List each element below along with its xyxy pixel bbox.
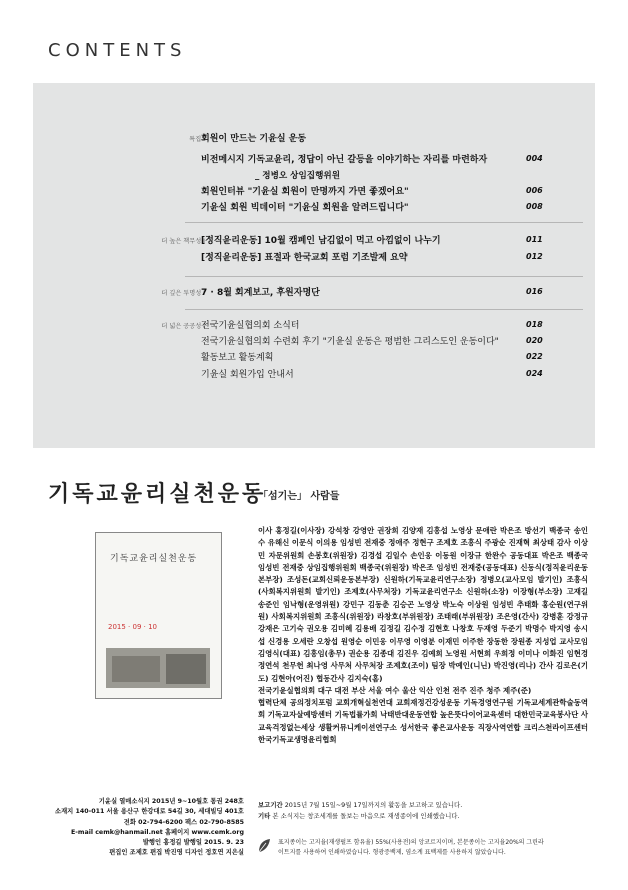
toc-title bbox=[201, 233, 441, 246]
toc-title bbox=[201, 152, 487, 165]
cover-photo-group bbox=[112, 656, 160, 682]
toc-title-bold: 비전메시지 bbox=[201, 155, 245, 165]
cover-photo-group bbox=[166, 654, 206, 684]
toc-page-number: 024 bbox=[526, 369, 543, 378]
imprint bbox=[30, 797, 244, 859]
toc-page-number: 020 bbox=[526, 336, 543, 345]
toc-page-number: 012 bbox=[526, 252, 543, 261]
table-of-contents bbox=[33, 83, 595, 448]
toc-title bbox=[201, 200, 409, 213]
toc-title-bold: 회원인터뷰 bbox=[201, 187, 245, 197]
imprint-line: 기윤실 열매소식지 2015년 9~10월호 통권 248호 bbox=[98, 798, 244, 805]
report-other-text: 본 소식지는 창조세계를 돌보는 마음으로 재생종이에 인쇄했습니다. bbox=[270, 812, 460, 820]
toc-divider bbox=[185, 276, 583, 277]
cover-photo bbox=[106, 648, 210, 688]
people-paragraph: 협력단체 공의정치포럼 교회개혁실천연대 교회재정건강성운동 기독경영연구원 기독교세계관학술동역회 기독교자살예방센터 기독법률가회 낙태반대운동연합 높은뜻다이어교육센터 대한민국교육봉사단 사교육걱정없는세상 생활커뮤니케이션연구소 성서한국 좋은교사운동 직장사역연합 크리스천라이프센터 한국기독교생명윤리협회 bbox=[258, 698, 588, 745]
toc-page-number: 006 bbox=[526, 186, 543, 195]
toc-divider bbox=[185, 222, 583, 223]
imprint-line: 소재지 140-011 서울 용산구 한강대로 54길 30, 세대빌딩 401호 bbox=[55, 808, 244, 816]
toc-title-text: "기윤실 회원을 알려드립니다" bbox=[285, 203, 409, 213]
toc-title-text: 표절과 한국교회 포럼 기조발제 요약 bbox=[261, 253, 408, 263]
people-heading: 「섬기는」 사람들 bbox=[258, 491, 340, 502]
cover-title: 기독교윤리실천운동 bbox=[110, 554, 198, 564]
report-other bbox=[258, 811, 598, 822]
leaf-icon bbox=[257, 838, 271, 854]
toc-title bbox=[201, 334, 499, 347]
toc-entry bbox=[33, 233, 595, 249]
toc-entry bbox=[33, 169, 595, 185]
report-info bbox=[258, 800, 598, 822]
organization-logo: 기독교윤리실천운동 bbox=[48, 482, 267, 507]
toc-entry bbox=[33, 318, 595, 334]
people-paragraph: 이사 홍정길(이사장) 강석창 강영안 권장희 김양재 김흥섭 노영상 문애란 박은조 방선기 백종국 송인수 유해신 이문식 이의용 임성빈 전재중 정애주 정현구 조제호 조흥식 주광순 진재혁 최상태 감사 이상민 자문위원회 손봉호(위원장) 김경섭 김일수 손인웅 이동원 이장규 한완수 공동대표 박은조 백종국 임성빈 전재중 상임집행위원회 백종국(위원장) 박은조 임성빈 전재중(공동대표) 신동식(정직윤리운동본부장) 조성돈(교회신뢰운동본부장) 신원하(기독교윤리연구소장) 정병오(교사모임 발기인) 조흥식(사회복지위원회 발기인) 조제호(사무처장) 기독교윤리연구소 신원하(소장) 이장형(부소장) 고재길 송준인 임낙형(운영위원) 강민구 김동춘 김승곤 노영상 박노숙 이상원 임성빈 추태화 홍순원(연구위원) 사회복지위원회 조흥식(위원장) 라창호(부위원장) 조태래(부위원장) 조은영(간사) 강병훈 강정규 강재은 고기숙 권오용 김미혜 김용배 김정길 김수정 김현호 나창호 두재영 두준기 박명수 박지영 송시섭 신경용 오세란 오창섭 원영순 이민웅 이무영 이영분 이재민 이주한 장동한 장원종 지성업 교사모임 김영식(대표) 김흥임(총무) 권순용 김종대 김진우 김예희 노영원 서현희 우희정 이미나 이화진 임현경 정연석 천무헌 최나영 사무처 사무처장 조제호(조이) 팀장 박예인(니닌) 박진영(리나) 간사 김로은(기도) 김현아(어진) 협동간사 김지숙(홈) bbox=[258, 526, 588, 683]
toc-entry bbox=[33, 131, 595, 147]
imprint-line: 편집인 조제호 편집 박진영 디자인 정호연 지은실 bbox=[109, 849, 244, 857]
toc-entry bbox=[33, 152, 595, 168]
toc-section-label: 특집 Ⅰ bbox=[189, 136, 205, 143]
report-period-label: 보고기간 bbox=[258, 801, 283, 809]
toc-title-text: 활동보고 활동계획 bbox=[201, 353, 274, 363]
toc-section-label: 더 높은 책무성 Ⅰ bbox=[161, 238, 205, 245]
report-period bbox=[258, 800, 598, 811]
toc-section-label: 더 넓은 공공성 Ⅰ bbox=[161, 323, 205, 330]
toc-entry bbox=[33, 285, 595, 301]
imprint-line: 전화 02-794-6200 팩스 02-790-8585 bbox=[123, 818, 244, 826]
toc-entry bbox=[33, 334, 595, 350]
toc-title bbox=[201, 367, 294, 380]
toc-title bbox=[201, 285, 320, 298]
toc-page-number: 016 bbox=[526, 287, 543, 296]
toc-title-bold: [정직윤리운동] bbox=[201, 236, 262, 246]
magazine-cover bbox=[95, 532, 222, 699]
toc-title-bold: 회원이 만드는 기윤실 운동 bbox=[201, 134, 307, 144]
toc-title bbox=[201, 318, 300, 331]
paper-notes bbox=[278, 838, 598, 858]
toc-entry bbox=[33, 184, 595, 200]
toc-title-text: 기윤실 회원가입 안내서 bbox=[201, 370, 294, 380]
toc-subtitle: _ 정병오 상임집행위원 bbox=[255, 171, 340, 181]
people-paragraph: 전국기윤실협의회 대구 대전 부산 서울 여수 울산 익산 인천 전주 진주 청주 제주(준) bbox=[258, 685, 532, 695]
people-list bbox=[258, 525, 588, 746]
toc-title-text: 10월 캠페인 남김없이 먹고 아낌없이 나누기 bbox=[261, 236, 441, 246]
toc-section-label: 더 깊은 투명성 Ⅰ bbox=[161, 290, 205, 297]
toc-title-text: 전국기윤실협의회 소식터 bbox=[201, 321, 300, 331]
report-other-label: 기타 bbox=[258, 812, 271, 820]
toc-divider bbox=[185, 309, 583, 310]
toc-title-bold: [정직윤리운동] bbox=[201, 253, 262, 263]
cover-issue: 2015 · 09 · 10 bbox=[108, 623, 157, 631]
toc-page-number: 011 bbox=[526, 235, 543, 244]
toc-title bbox=[201, 131, 306, 144]
toc-entry bbox=[33, 200, 595, 216]
toc-title bbox=[201, 250, 407, 263]
toc-page-number: 004 bbox=[526, 154, 543, 163]
imprint-line: E-mail cemk@hanmail.net 홈페이지 www.cemk.org bbox=[70, 828, 244, 836]
toc-page-number: 022 bbox=[526, 352, 543, 361]
report-period-text: 2015년 7월 15일~9월 17일까지의 활동을 보고하고 있습니다. bbox=[282, 801, 463, 809]
contents-title: CONTENTS bbox=[48, 40, 187, 61]
imprint-line: 발행인 홍정길 발행일 2015. 9. 23 bbox=[142, 839, 244, 847]
paper-note: 이트지를 사용하여 인쇄하였습니다. 형광증백제, 염소계 표백제를 사용하지 않았습니다. bbox=[278, 849, 506, 856]
toc-title-bold: 기윤실 회원 빅데이터 bbox=[201, 203, 286, 213]
toc-title-text: 기독교윤리, 정답이 아닌 갈등을 이야기하는 자리를 마련하자 bbox=[244, 155, 488, 165]
toc-title-bold: 7 · 8월 회계보고, 후원자명단 bbox=[201, 288, 320, 298]
toc-title-text: "기윤실 회원이 만명까지 가면 좋겠어요" bbox=[244, 187, 409, 197]
toc-title-text: 전국기윤실협의회 수련회 후기 "기윤실 운동은 평범한 그리스도인 운동이다" bbox=[201, 337, 499, 347]
toc-page-number: 018 bbox=[526, 320, 543, 329]
toc-page-number: 008 bbox=[526, 202, 543, 211]
toc-entry bbox=[33, 367, 595, 383]
toc-entry bbox=[33, 250, 595, 266]
toc-title bbox=[201, 184, 409, 197]
paper-note: 표지종이는 고지율(재생펄프 함유율) 55%(사용전)의 앙코르지이며, 본문종이는 고지율20%의 그린라 bbox=[278, 839, 544, 846]
toc-title bbox=[201, 350, 273, 363]
toc-entry bbox=[33, 350, 595, 366]
